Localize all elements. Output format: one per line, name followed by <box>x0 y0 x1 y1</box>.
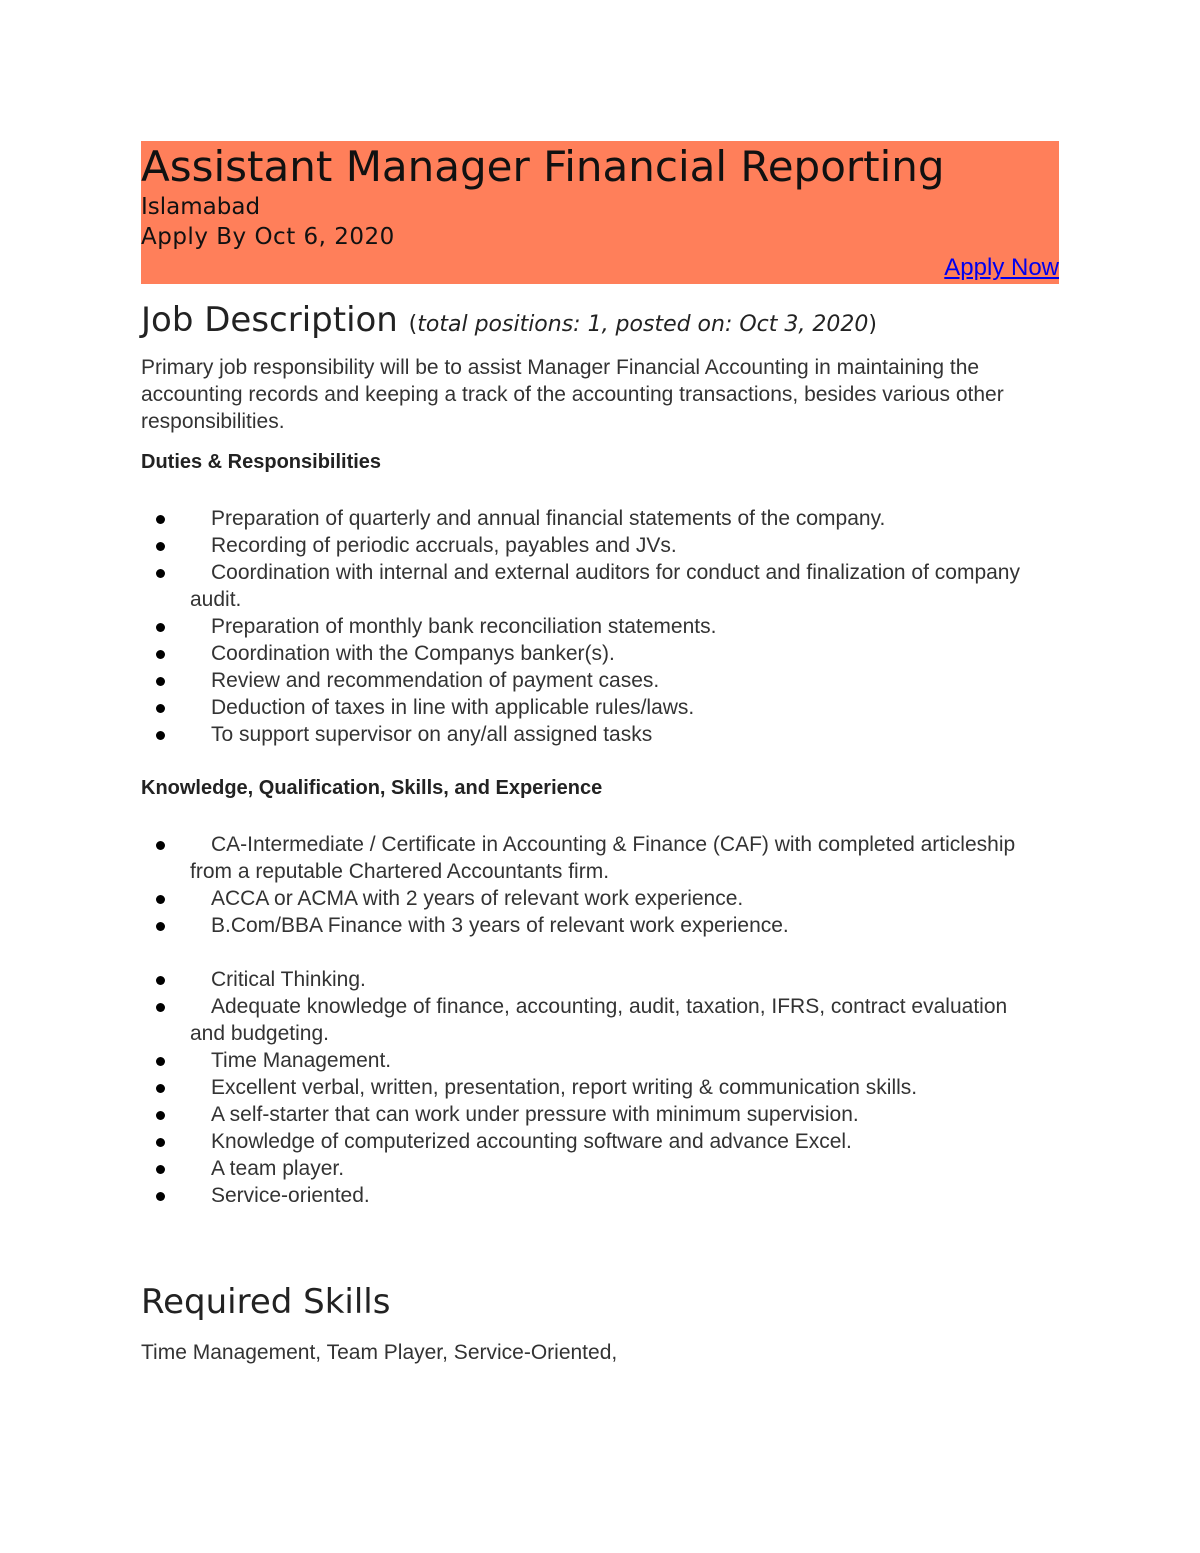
job-header-banner <box>141 141 1059 284</box>
job-title: Assistant Manager Financial Reporting <box>141 142 945 191</box>
bullet-icon <box>156 1003 165 1012</box>
list-item-text: Recording of periodic accruals, payables and JVs. <box>211 534 677 557</box>
bullet-icon <box>156 650 165 659</box>
job-intro: Primary job responsibility will be to assist Manager Financial Accounting in maintaining the accounting records and keeping a track of the accounting transactions, besides various other responsibilities. <box>141 356 1004 433</box>
required-skills-text: Time Management, Team Player, Service-Oriented, <box>141 1341 618 1364</box>
list-item-text: To support supervisor on any/all assigned tasks <box>211 723 653 746</box>
list-item-text: Service-oriented. <box>211 1184 370 1207</box>
bullet-icon <box>156 704 165 713</box>
list-item <box>141 1182 1041 1209</box>
bullet-icon <box>156 1138 165 1147</box>
list-item <box>141 694 1041 721</box>
bullet-icon <box>156 976 165 985</box>
list-item <box>141 1101 1041 1128</box>
list-item-text: Critical Thinking. <box>211 968 366 991</box>
job-posting <box>141 141 1059 1364</box>
bullet-icon <box>156 1111 165 1120</box>
meta-open-paren: ( <box>408 312 418 337</box>
bullet-icon <box>156 515 165 524</box>
list-item <box>141 966 1041 993</box>
job-description-meta <box>409 312 877 337</box>
bullet-icon <box>156 841 165 850</box>
skills-list <box>141 966 1041 1209</box>
required-skills-heading: Required Skills <box>141 1282 391 1322</box>
list-item-text: CA-Intermediate / Certificate in Accounting & Finance (CAF) with completed articleship from a reputable Chartered Accountants firm. <box>190 833 1016 883</box>
list-item-text: Preparation of monthly bank reconciliation statements. <box>211 615 717 638</box>
list-item <box>141 613 1041 640</box>
list-item <box>141 721 1041 748</box>
list-item <box>141 505 1041 532</box>
bullet-icon <box>156 677 165 686</box>
list-item-text: ACCA or ACMA with 2 years of relevant work experience. <box>211 887 744 910</box>
list-item-text: Deduction of taxes in line with applicable rules/laws. <box>211 696 695 719</box>
apply-by-date: Apply By Oct 6, 2020 <box>141 224 395 250</box>
list-item-text: Time Management. <box>211 1049 392 1072</box>
list-item-text: A team player. <box>211 1157 345 1180</box>
meta-close-paren: ) <box>868 312 877 337</box>
bullet-icon <box>156 1084 165 1093</box>
bullet-icon <box>156 542 165 551</box>
job-description-title: Job Description <box>141 300 398 340</box>
bullet-icon <box>156 1057 165 1066</box>
knowledge-heading: Knowledge, Qualification, Skills, and Experience <box>141 777 603 799</box>
list-item <box>141 559 1041 613</box>
list-item <box>141 1155 1041 1182</box>
bullet-icon <box>156 1192 165 1201</box>
list-item-text: Adequate knowledge of finance, accounting, audit, taxation, IFRS, contract evaluation and budgeting. <box>190 995 1008 1045</box>
bullet-icon <box>156 922 165 931</box>
list-item <box>141 640 1041 667</box>
list-item-text: Excellent verbal, written, presentation, report writing & communication skills. <box>211 1076 918 1099</box>
list-item <box>141 885 1041 912</box>
bullet-icon <box>156 569 165 578</box>
list-item-text: Preparation of quarterly and annual financial statements of the company. <box>211 507 886 530</box>
list-item-text: Coordination with the Companys banker(s). <box>211 642 615 665</box>
duties-heading: Duties & Responsibilities <box>141 451 382 473</box>
job-description-heading <box>141 300 877 345</box>
list-item <box>141 667 1041 694</box>
list-item <box>141 1074 1041 1101</box>
qualifications-list <box>141 831 1041 939</box>
list-item <box>141 912 1041 939</box>
list-item-text: B.Com/BBA Finance with 3 years of relevant work experience. <box>211 914 789 937</box>
list-item <box>141 1047 1041 1074</box>
list-item <box>141 1128 1041 1155</box>
list-item-text: Knowledge of computerized accounting software and advance Excel. <box>211 1130 852 1153</box>
bullet-icon <box>156 623 165 632</box>
job-location: Islamabad <box>141 194 261 220</box>
apply-now-link[interactable]: Apply Now <box>944 254 1059 281</box>
list-item <box>141 993 1041 1047</box>
list-item <box>141 532 1041 559</box>
bullet-icon <box>156 731 165 740</box>
list-item-text: A self-starter that can work under pressure with minimum supervision. <box>211 1103 859 1126</box>
list-item <box>141 831 1041 885</box>
duties-list <box>141 505 1041 748</box>
list-item-text: Coordination with internal and external auditors for conduct and finalization of company audit. <box>190 561 1020 611</box>
meta-text: total positions: 1, posted on: Oct 3, 2020 <box>417 312 869 337</box>
list-item-text: Review and recommendation of payment cases. <box>211 669 660 692</box>
bullet-icon <box>156 1165 165 1174</box>
bullet-icon <box>156 895 165 904</box>
